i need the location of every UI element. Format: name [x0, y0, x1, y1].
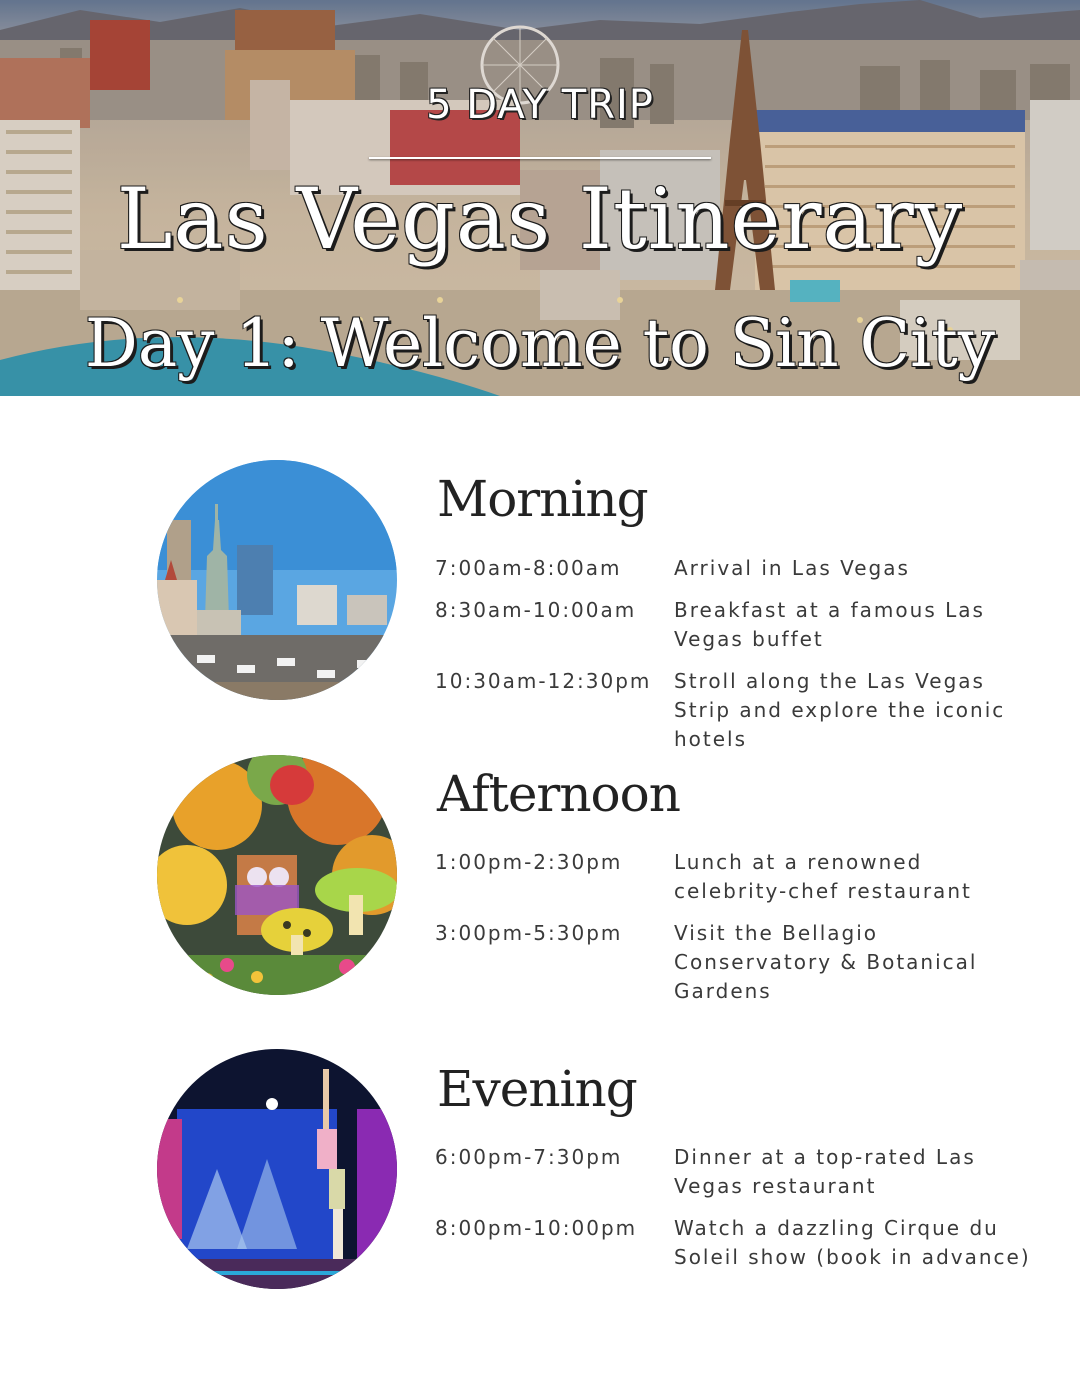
schedule-activity: Stroll along the Las Vegas Strip and explore the iconic hotels — [674, 669, 1006, 751]
evening-photo — [157, 1049, 397, 1289]
schedule-time: 7:00am-8:00am — [435, 556, 622, 580]
schedule-time: 8:00pm-10:00pm — [435, 1216, 638, 1240]
schedule-activity: Arrival in Las Vegas — [674, 556, 910, 580]
schedule-activity: Lunch at a renowned celebrity-chef restaurant — [674, 850, 972, 903]
section-heading-afternoon: Afternoon — [437, 765, 680, 823]
schedule-time: 3:00pm-5:30pm — [435, 921, 623, 945]
page-title: Las Vegas Itinerary — [116, 170, 964, 268]
schedule-activity: Watch a dazzling Cirque du Soleil show (book in advance) — [674, 1216, 1031, 1269]
schedule-time: 1:00pm-2:30pm — [435, 850, 623, 874]
morning-photo — [157, 460, 397, 700]
schedule-time: 8:30am-10:00am — [435, 598, 637, 622]
section-heading-evening: Evening — [437, 1060, 637, 1118]
day-title: Day 1: Welcome to Sin City — [84, 305, 996, 382]
schedule-time: 6:00pm-7:30pm — [435, 1145, 623, 1169]
trip-length-label: 5 DAY TRIP — [426, 82, 654, 128]
section-heading-morning: Morning — [437, 470, 648, 528]
schedule-activity: Visit the Bellagio Conservatory & Botanical Gardens — [674, 921, 978, 1003]
schedule-time: 10:30am-12:30pm — [435, 669, 652, 693]
afternoon-photo — [157, 755, 397, 995]
schedule-activity: Breakfast at a famous Las Vegas buffet — [674, 598, 985, 651]
hero-banner — [0, 0, 1080, 396]
schedule-activity: Dinner at a top-rated Las Vegas restaurant — [674, 1145, 976, 1198]
title-divider — [369, 157, 711, 159]
